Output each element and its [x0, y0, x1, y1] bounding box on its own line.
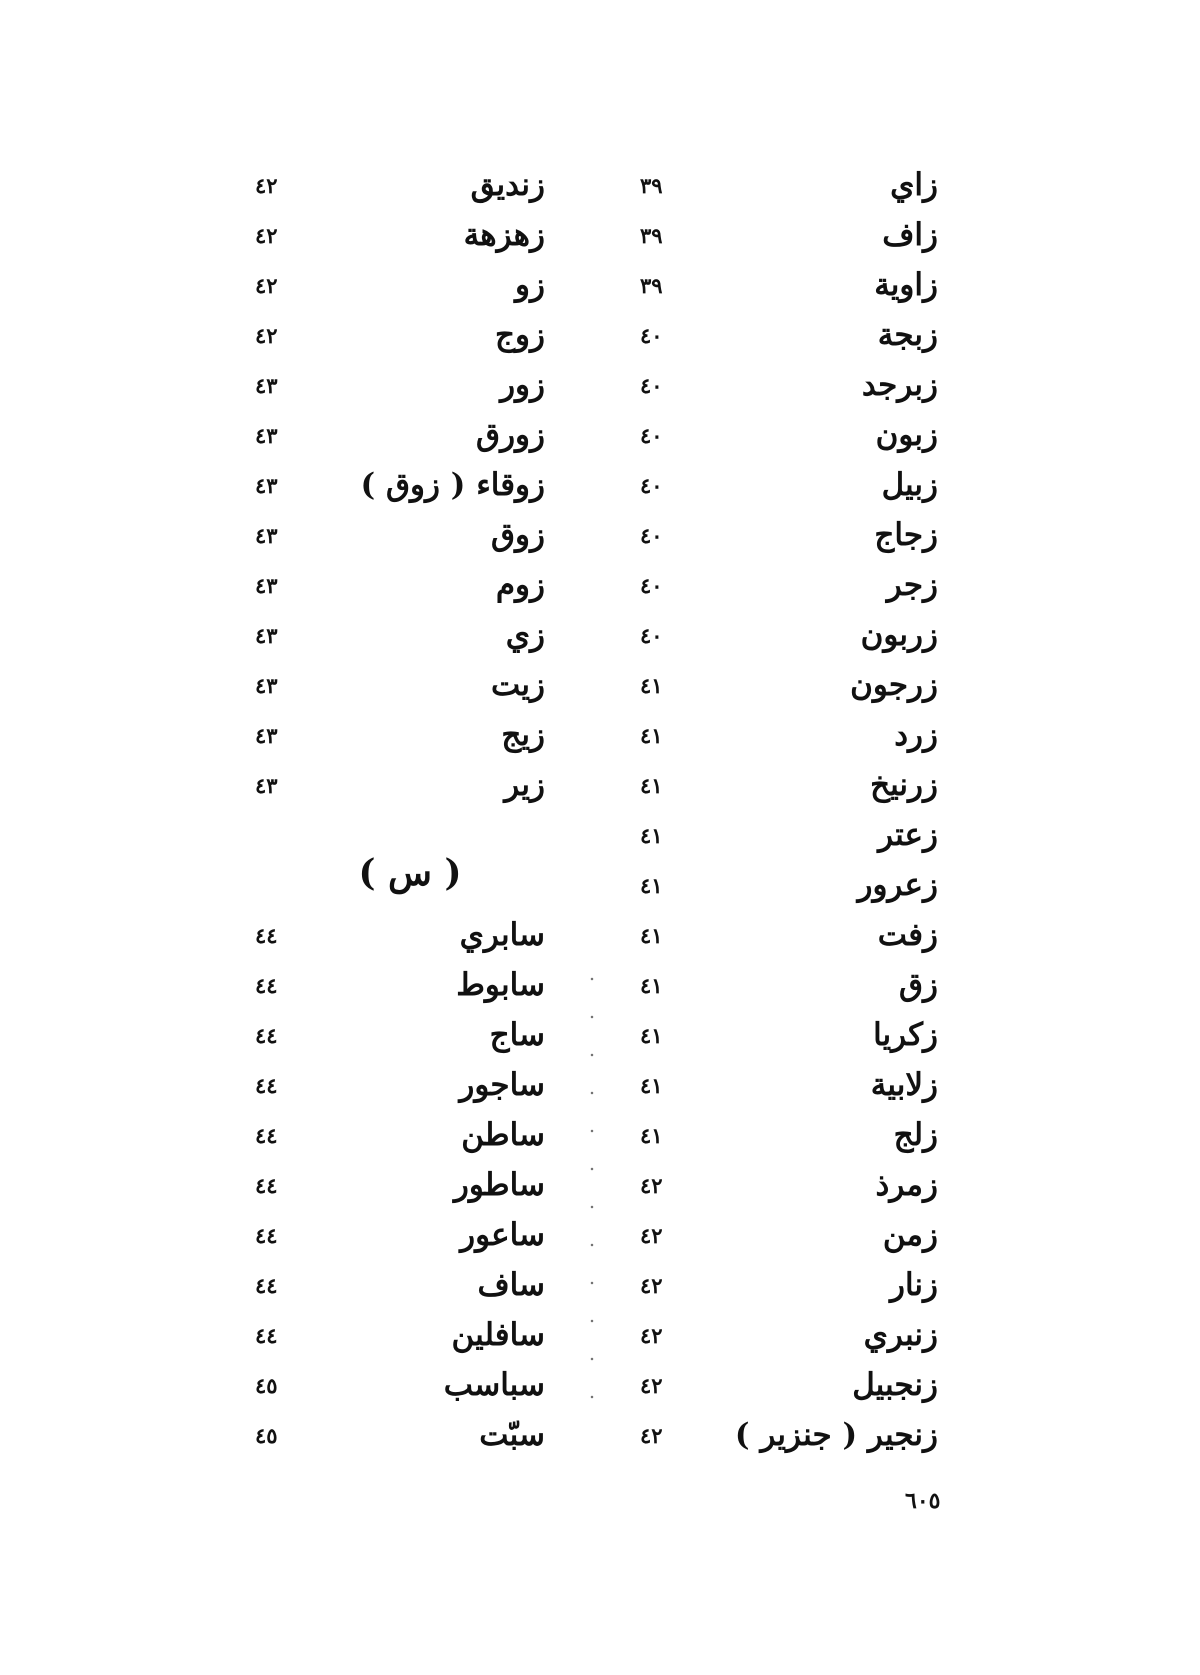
entry-page-number: ٤٢ — [255, 322, 278, 348]
index-entry — [640, 210, 960, 260]
entry-word: سافلين — [451, 1317, 545, 1353]
entry-word: ساجور — [459, 1067, 545, 1103]
entry-word: زبيل — [881, 467, 938, 503]
index-entry — [255, 960, 585, 1010]
index-entry — [640, 410, 960, 460]
entry-word: زرنيخ — [870, 767, 938, 803]
index-entry — [640, 1060, 960, 1110]
index-entry — [255, 610, 585, 660]
entry-page-number: ٤٢ — [640, 1372, 663, 1398]
entry-word: سابري — [459, 917, 545, 953]
entry-page-number: ٤٤ — [255, 1022, 278, 1048]
entry-word: زاف — [882, 217, 938, 253]
entry-word: زنبري — [863, 1317, 938, 1353]
entry-page-number: ٤٠ — [640, 622, 663, 648]
entry-word: ساج — [489, 1017, 545, 1053]
entry-word: زبون — [875, 417, 938, 453]
entry-page-number: ٤٢ — [640, 1222, 663, 1248]
entry-word: زاوية — [874, 267, 938, 303]
entry-page-number: ٤١ — [640, 822, 663, 848]
index-entry — [255, 1310, 585, 1360]
index-entry — [640, 1260, 960, 1310]
entry-page-number: ٤١ — [640, 772, 663, 798]
entry-word: زنديق — [470, 167, 545, 203]
entry-word: زرجون — [850, 667, 938, 703]
entry-page-number: ٤٢ — [640, 1272, 663, 1298]
entry-page-number: ٤٣ — [255, 722, 278, 748]
entry-page-number: ٤٤ — [255, 1222, 278, 1248]
entry-page-number: ٤١ — [640, 872, 663, 898]
entry-page-number: ٤١ — [640, 1022, 663, 1048]
entry-word: زبرجد — [861, 367, 938, 403]
entry-word: زور — [500, 367, 545, 403]
entry-word: زوم — [495, 567, 545, 603]
index-entry — [255, 1410, 585, 1460]
entry-word: سبّت — [479, 1417, 545, 1453]
index-entry — [640, 510, 960, 560]
entry-page-number: ٤٠ — [640, 372, 663, 398]
entry-page-number: ٤٥ — [255, 1422, 278, 1448]
index-entry — [640, 1110, 960, 1160]
index-entry — [640, 1160, 960, 1210]
index-entry — [255, 910, 585, 960]
index-entry — [255, 1160, 585, 1210]
entry-word: زجر — [886, 567, 938, 603]
entry-page-number: ٤٠ — [640, 572, 663, 598]
entry-word: زمن — [882, 1217, 938, 1253]
entry-word: زوق — [491, 517, 545, 553]
entry-page-number: ٤٣ — [255, 572, 278, 598]
index-entry — [640, 1210, 960, 1260]
index-entry — [255, 310, 585, 360]
index-entry — [640, 610, 960, 660]
entry-page-number: ٤٣ — [255, 422, 278, 448]
index-entry — [640, 860, 960, 910]
index-entry — [640, 1360, 960, 1410]
index-entry — [255, 660, 585, 710]
entry-word: زلابية — [870, 1067, 938, 1103]
entry-word: زيج — [501, 717, 545, 753]
section-heading-sin: ( س ) — [358, 852, 462, 894]
index-entry — [640, 160, 960, 210]
entry-page-number: ٤٥ — [255, 1372, 278, 1398]
entry-word: زوقاء ( زوق ) — [360, 467, 545, 503]
left-column — [255, 160, 585, 1460]
entry-word: ساعور — [460, 1217, 545, 1253]
index-entry — [640, 1410, 960, 1460]
index-entry — [640, 460, 960, 510]
entry-page-number: ٤١ — [640, 672, 663, 698]
entry-page-number: ٤٣ — [255, 772, 278, 798]
index-entry — [255, 1010, 585, 1060]
entry-page-number: ٤٤ — [255, 1322, 278, 1348]
entry-page-number: ٤١ — [640, 1122, 663, 1148]
entry-page-number: ٤٤ — [255, 1172, 278, 1198]
index-entry — [255, 1360, 585, 1410]
page-number: ٦٠٥ — [905, 1488, 941, 1514]
index-entry — [255, 510, 585, 560]
entry-word: زاي — [890, 167, 938, 203]
entry-word: زيت — [490, 667, 545, 703]
index-entry — [640, 960, 960, 1010]
entry-page-number: ٤١ — [640, 1072, 663, 1098]
entry-word: زعتر — [878, 817, 938, 853]
entry-page-number: ٤٣ — [255, 522, 278, 548]
entry-page-number: ٤٢ — [640, 1422, 663, 1448]
entry-page-number: ٤٢ — [640, 1172, 663, 1198]
index-entry — [640, 660, 960, 710]
index-entry — [255, 1260, 585, 1310]
entry-page-number: ٤١ — [640, 972, 663, 998]
entry-word: زو — [515, 267, 545, 303]
entry-word: زورق — [476, 417, 545, 453]
entry-page-number: ٤٢ — [255, 172, 278, 198]
entry-word: زكريا — [873, 1017, 938, 1053]
entry-word: زلج — [893, 1117, 938, 1153]
right-column — [640, 160, 960, 1460]
entry-word: زير — [504, 767, 545, 803]
entry-page-number: ٤٢ — [640, 1322, 663, 1348]
entry-word: زهزهة — [463, 217, 545, 253]
entry-page-number: ٤٣ — [255, 472, 278, 498]
index-entry — [255, 160, 585, 210]
index-entry — [640, 310, 960, 360]
index-entry — [640, 260, 960, 310]
entry-page-number: ٣٩ — [640, 172, 663, 198]
index-entry — [255, 460, 585, 510]
index-entry — [640, 760, 960, 810]
entry-page-number: ٤٤ — [255, 922, 278, 948]
column-divider-dots — [590, 960, 594, 1430]
entry-word: ساف — [477, 1267, 545, 1303]
index-entry — [255, 560, 585, 610]
entry-page-number: ٤٢ — [255, 222, 278, 248]
index-entry — [640, 910, 960, 960]
entry-word: سباسب — [443, 1367, 545, 1403]
index-entry — [255, 1060, 585, 1110]
entry-word: زق — [898, 967, 938, 1003]
entry-page-number: ٤٠ — [640, 422, 663, 448]
index-entry — [255, 1210, 585, 1260]
entry-word: ساطور — [453, 1167, 545, 1203]
entry-word: ساطن — [461, 1117, 545, 1153]
entry-page-number: ٣٩ — [640, 222, 663, 248]
entry-word: سابوط — [456, 967, 545, 1003]
entry-page-number: ٤٠ — [640, 322, 663, 348]
entry-page-number: ٤١ — [640, 922, 663, 948]
index-entry — [640, 360, 960, 410]
entry-word: زمرذ — [875, 1167, 938, 1203]
entry-word: زنار — [889, 1267, 938, 1303]
index-entry — [640, 1310, 960, 1360]
entry-word: زنجير ( جنزير ) — [734, 1417, 938, 1453]
index-entry — [255, 760, 585, 810]
index-entry — [640, 810, 960, 860]
entry-page-number: ٤٣ — [255, 672, 278, 698]
entry-page-number: ٤٤ — [255, 1122, 278, 1148]
index-entry — [640, 710, 960, 760]
entry-page-number: ٤٣ — [255, 622, 278, 648]
entry-word: زنجبيل — [852, 1367, 938, 1403]
index-entry — [255, 1110, 585, 1160]
entry-page-number: ٤١ — [640, 722, 663, 748]
index-entry — [255, 210, 585, 260]
entry-page-number: ٤٤ — [255, 1072, 278, 1098]
entry-word: زربون — [860, 617, 938, 653]
entry-word: زبجة — [877, 317, 938, 353]
entry-word: زجاج — [874, 517, 938, 553]
index-entry — [640, 560, 960, 610]
entry-word: زرد — [894, 717, 938, 753]
index-entry — [255, 360, 585, 410]
entry-page-number: ٣٩ — [640, 272, 663, 298]
index-entry — [640, 1010, 960, 1060]
entry-word: زي — [505, 617, 545, 653]
entry-page-number: ٤٤ — [255, 1272, 278, 1298]
entry-page-number: ٤٤ — [255, 972, 278, 998]
entry-word: زوج — [495, 317, 545, 353]
entry-page-number: ٤٣ — [255, 372, 278, 398]
entry-page-number: ٤٢ — [255, 272, 278, 298]
entry-word: زعرور — [857, 867, 938, 903]
entry-page-number: ٤٠ — [640, 472, 663, 498]
entry-page-number: ٤٠ — [640, 522, 663, 548]
index-entry — [255, 260, 585, 310]
index-entry — [255, 410, 585, 460]
entry-word: زفت — [877, 917, 938, 953]
index-entry — [255, 710, 585, 760]
